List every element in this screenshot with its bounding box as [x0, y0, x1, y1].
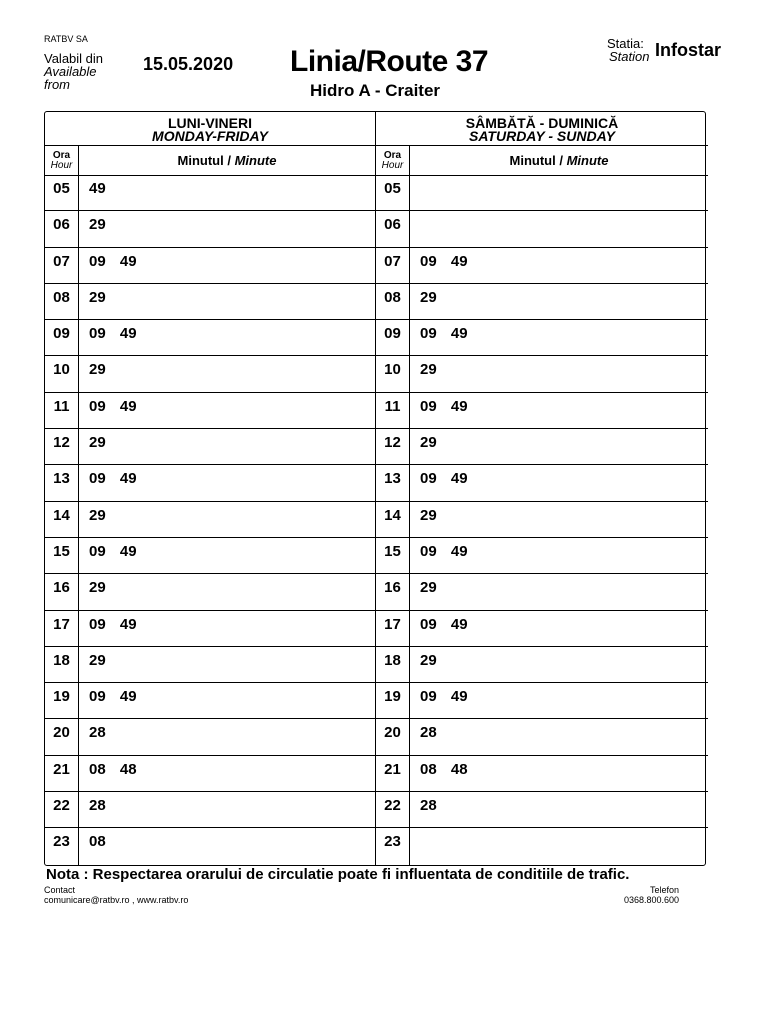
table-row	[45, 756, 375, 792]
minutes-cell: 09 49	[89, 688, 137, 706]
table-row	[376, 320, 708, 356]
minutes-cell: 29	[89, 216, 106, 234]
minutes-cell: 29	[89, 434, 106, 452]
hour-cell: 10	[45, 356, 79, 391]
weekday-rows	[45, 175, 375, 865]
minutes-cell: 09 49	[89, 252, 137, 270]
table-row	[45, 393, 375, 429]
table-row	[376, 393, 708, 429]
valid-from-label-en: Available	[44, 64, 97, 79]
weekend-title: SÂMBĂTĂ - DUMINICĂ	[465, 115, 619, 131]
station-label: Statia:	[607, 36, 644, 51]
hour-cell: 19	[45, 683, 79, 718]
hour-header	[376, 146, 410, 175]
hour-header-ro: Ora	[52, 150, 71, 161]
weekday-column	[45, 112, 375, 865]
route-direction: Hidro A - Craiter	[310, 81, 441, 100]
minutes-cell: 09 49	[89, 397, 137, 415]
table-row	[45, 320, 375, 356]
table-row	[45, 284, 375, 320]
hour-cell: 12	[45, 429, 79, 464]
hour-cell: 15	[376, 538, 410, 573]
hour-cell: 12	[376, 429, 410, 464]
hour-cell: 08	[45, 284, 79, 319]
traffic-note: Nota : Respectarea orarului de circulatie poate fi influentata de conditiile de trafic.	[46, 866, 630, 883]
hour-cell: 14	[376, 502, 410, 537]
minutes-cell: 09 49	[420, 542, 468, 560]
valid-date: 15.05.2020	[143, 54, 234, 74]
hour-cell: 21	[45, 756, 79, 791]
weekday-header	[45, 112, 375, 146]
table-row	[376, 792, 708, 828]
valid-from-label-en-2: from	[44, 77, 70, 92]
minutes-cell: 09 49	[89, 325, 137, 343]
station-label-en: Station	[609, 49, 650, 64]
minutes-cell: 29	[89, 506, 106, 524]
contact-block	[44, 885, 188, 905]
minutes-cell: 28	[420, 797, 437, 815]
table-row	[376, 538, 708, 574]
hour-cell: 22	[45, 792, 79, 827]
minute-header-en: Minute	[566, 153, 609, 168]
hour-cell: 13	[45, 465, 79, 500]
hour-header-en: Hour	[381, 160, 404, 171]
weekend-column	[375, 112, 708, 865]
weekend-header	[376, 112, 708, 146]
minutes-cell: 09 49	[89, 470, 137, 488]
hour-header-ro: Ora	[383, 150, 402, 161]
table-row	[376, 611, 708, 647]
hour-cell: 09	[376, 320, 410, 355]
table-row	[45, 248, 375, 284]
minutes-cell: 09 49	[420, 325, 468, 343]
station-name: Infostar	[655, 40, 722, 60]
hour-cell: 16	[376, 574, 410, 609]
hour-cell: 17	[376, 611, 410, 646]
phone-label: Telefon	[650, 885, 680, 895]
table-row	[45, 683, 375, 719]
phone-block	[624, 885, 679, 905]
hour-cell: 11	[376, 393, 410, 428]
hour-cell: 10	[376, 356, 410, 391]
minutes-cell: 09 49	[420, 688, 468, 706]
minutes-cell: 29	[89, 288, 106, 306]
minute-header-en: Minute	[234, 153, 277, 168]
minutes-cell: 08	[89, 833, 106, 851]
hour-cell: 13	[376, 465, 410, 500]
minutes-cell: 08 48	[89, 760, 137, 778]
minutes-cell: 09 49	[420, 252, 468, 270]
table-row	[45, 574, 375, 610]
weekday-title: LUNI-VINERI	[168, 115, 252, 131]
hour-cell: 20	[45, 719, 79, 754]
minutes-cell: 29	[89, 579, 106, 597]
contact-label: Contact	[44, 885, 76, 895]
hour-cell: 20	[376, 719, 410, 754]
hour-cell: 22	[376, 792, 410, 827]
table-row	[376, 429, 708, 465]
table-row	[45, 356, 375, 392]
hour-cell: 07	[45, 248, 79, 283]
hour-cell: 18	[376, 647, 410, 682]
weekend-subheader	[376, 146, 708, 176]
table-row	[45, 429, 375, 465]
table-row	[45, 792, 375, 828]
table-row	[376, 211, 708, 247]
hour-cell: 07	[376, 248, 410, 283]
contact-value: comunicare@ratbv.ro , www.ratbv.ro	[44, 895, 189, 905]
hour-cell: 06	[376, 211, 410, 246]
minutes-cell: 28	[89, 797, 106, 815]
table-row	[376, 647, 708, 683]
table-row	[376, 683, 708, 719]
hour-cell: 11	[45, 393, 79, 428]
minutes-cell: 09 49	[420, 615, 468, 633]
minutes-cell: 08 48	[420, 760, 468, 778]
table-row	[376, 828, 708, 864]
minutes-cell: 28	[420, 724, 437, 742]
timetable	[44, 111, 706, 866]
minute-header	[79, 146, 375, 175]
table-row	[376, 356, 708, 392]
minutes-cell: 29	[420, 434, 437, 452]
valid-from-label: Valabil din	[44, 51, 104, 66]
hour-cell: 16	[45, 574, 79, 609]
table-row	[376, 284, 708, 320]
table-row	[376, 719, 708, 755]
table-row	[45, 502, 375, 538]
hour-cell: 21	[376, 756, 410, 791]
phone-value: 0368.800.600	[624, 895, 680, 905]
hour-cell: 23	[45, 828, 79, 864]
table-row	[45, 211, 375, 247]
minutes-cell: 29	[89, 651, 106, 669]
table-row	[376, 175, 708, 211]
minutes-cell: 09 49	[89, 615, 137, 633]
minute-header	[410, 146, 708, 175]
table-row	[376, 574, 708, 610]
hour-cell: 15	[45, 538, 79, 573]
weekday-title-en: MONDAY-FRIDAY	[152, 128, 268, 144]
weekend-rows	[376, 175, 708, 865]
hour-cell: 08	[376, 284, 410, 319]
minutes-cell: 29	[89, 361, 106, 379]
minutes-cell: 09 49	[420, 397, 468, 415]
weekday-subheader	[45, 146, 375, 176]
hour-cell: 05	[376, 175, 410, 210]
minutes-cell: 29	[420, 288, 437, 306]
minute-header-ro: Minutul /	[177, 153, 235, 168]
hour-cell: 06	[45, 211, 79, 246]
minutes-cell: 29	[420, 506, 437, 524]
minutes-cell: 29	[420, 361, 437, 379]
table-row	[376, 248, 708, 284]
table-row	[45, 175, 375, 211]
hour-cell: 19	[376, 683, 410, 718]
minutes-cell: 28	[89, 724, 106, 742]
table-row	[45, 538, 375, 574]
minutes-cell: 09 49	[89, 542, 137, 560]
minutes-cell: 49	[89, 180, 106, 197]
table-row	[376, 756, 708, 792]
hour-header	[45, 146, 79, 175]
table-row	[45, 719, 375, 755]
hour-header-en: Hour	[50, 160, 73, 171]
minutes-cell: 09 49	[420, 470, 468, 488]
minute-header-ro: Minutul /	[509, 153, 567, 168]
table-row	[376, 465, 708, 501]
table-row	[45, 647, 375, 683]
hour-cell: 14	[45, 502, 79, 537]
hour-cell: 09	[45, 320, 79, 355]
hour-cell: 17	[45, 611, 79, 646]
hour-cell: 18	[45, 647, 79, 682]
route-title: Linia/Route 37	[290, 45, 489, 78]
minutes-cell: 29	[420, 579, 437, 597]
table-row	[376, 502, 708, 538]
hour-cell: 23	[376, 828, 410, 864]
table-row	[45, 611, 375, 647]
table-row	[45, 465, 375, 501]
hour-cell: 05	[45, 175, 79, 210]
table-row	[45, 828, 375, 864]
company-name: RATBV SA	[44, 34, 88, 44]
weekend-title-en: SATURDAY - SUNDAY	[469, 128, 615, 144]
minutes-cell: 29	[420, 651, 437, 669]
